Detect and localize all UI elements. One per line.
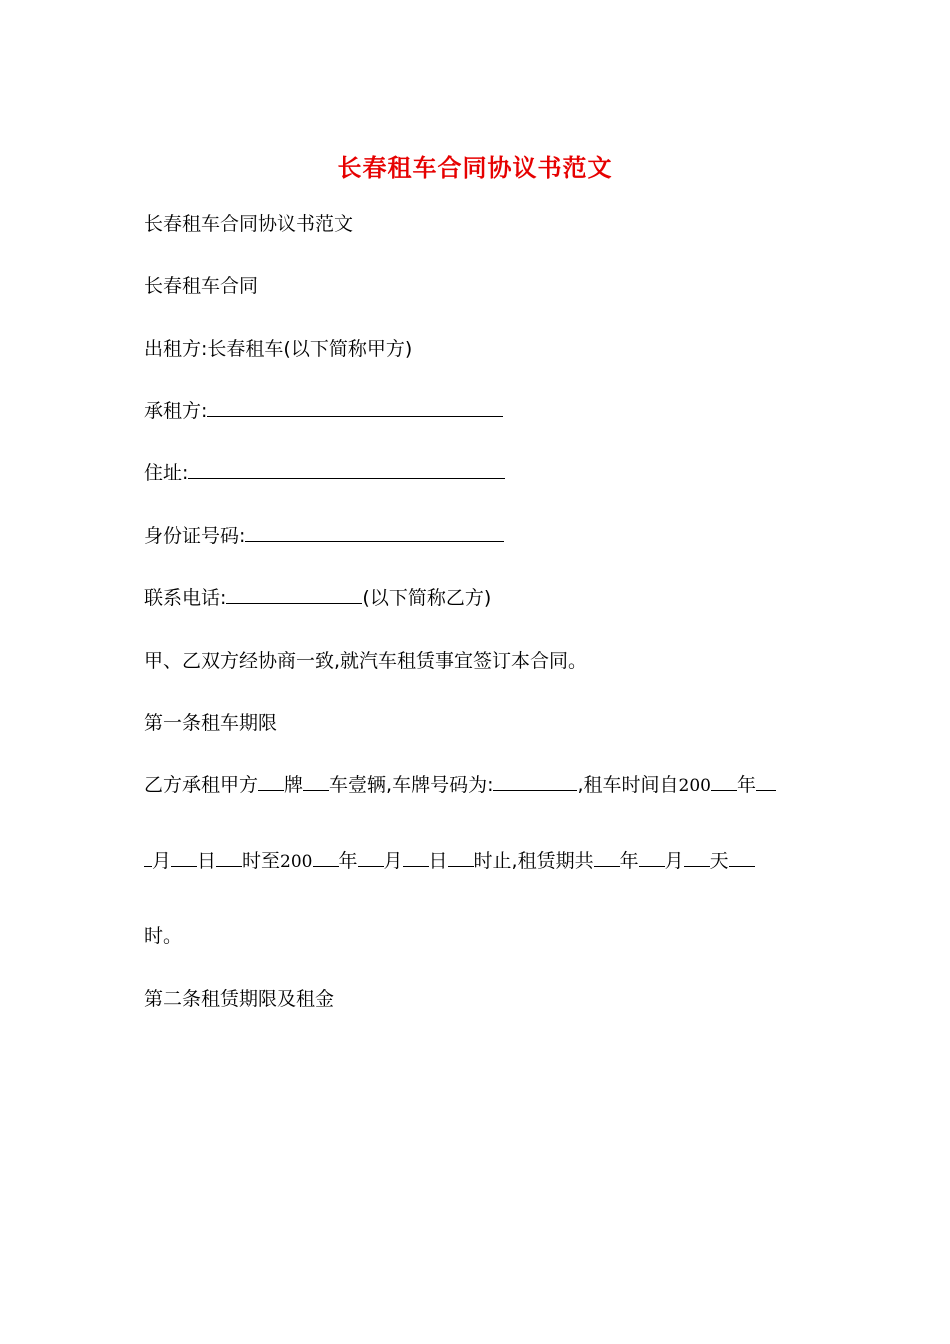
article1-text: 天 [709, 850, 729, 872]
article1-text: 时至 [242, 850, 281, 872]
article1-text: 月 [152, 850, 172, 872]
article1-text: 月 [664, 850, 684, 872]
article1-text: 年 [736, 774, 756, 796]
article1-title: 第一条租车期限 [144, 712, 278, 734]
article1-text: 月 [383, 850, 403, 872]
lessor-value: 长春租车(以下简称甲方) [207, 338, 413, 360]
phone-line [144, 585, 491, 611]
lessee-label: 承租方: [144, 400, 208, 422]
id-line [144, 523, 504, 549]
article2-title: 第二条租赁期限及租金 [144, 988, 335, 1010]
article1-text: 日 [197, 850, 217, 872]
year-prefix: 200 [280, 852, 313, 872]
start-year-blank[interactable] [711, 772, 737, 791]
document-subtitle: 长春租车合同协议书范文 [144, 213, 354, 235]
article1-line3: 时。 [144, 925, 183, 947]
article1-text: 车壹辆,车牌号码为: [329, 774, 494, 796]
year-prefix: 200 [678, 776, 711, 796]
plate-blank[interactable] [493, 772, 577, 791]
id-label: 身份证号码: [144, 525, 246, 547]
article1-text: 牌 [284, 774, 304, 796]
model-blank[interactable] [303, 772, 329, 791]
period-day-blank[interactable] [684, 848, 710, 867]
contract-name: 长春租车合同 [144, 275, 259, 297]
phone-label: 联系电话: [144, 587, 227, 609]
end-hour-blank[interactable] [448, 848, 474, 867]
period-hour-blank[interactable] [729, 848, 755, 867]
article1-line1 [144, 772, 776, 799]
lessee-blank[interactable] [207, 398, 503, 417]
end-day-blank[interactable] [403, 848, 429, 867]
id-blank[interactable] [245, 523, 504, 542]
phone-blank[interactable] [226, 585, 362, 604]
end-year-blank[interactable] [313, 848, 339, 867]
start-day-blank[interactable] [171, 848, 197, 867]
phone-suffix: (以下简称乙方) [362, 587, 492, 609]
article1-text: 时止,租赁期共 [473, 850, 594, 872]
start-month-blank[interactable] [756, 772, 776, 791]
address-label: 住址: [144, 462, 189, 484]
period-month-blank[interactable] [639, 848, 665, 867]
document-title: 长春租车合同协议书范文 [337, 153, 613, 182]
lessor-line [144, 336, 412, 362]
lessor-label: 出租方: [144, 338, 208, 360]
agreement-line: 甲、乙双方经协商一致,就汽车租赁事宜签订本合同。 [144, 650, 588, 672]
article1-text: ,租车时间自 [577, 774, 679, 796]
article1-text: 日 [428, 850, 448, 872]
start-month-blank-cont[interactable] [144, 848, 152, 867]
address-blank[interactable] [188, 460, 505, 479]
article1-line2 [144, 848, 755, 875]
article1-text: 年 [338, 850, 358, 872]
address-line [144, 460, 505, 486]
lessee-line [144, 398, 503, 424]
start-hour-blank[interactable] [216, 848, 242, 867]
article1-text: 乙方承租甲方 [144, 774, 259, 796]
brand-blank[interactable] [258, 772, 284, 791]
period-year-blank[interactable] [594, 848, 620, 867]
article1-text: 年 [619, 850, 639, 872]
end-month-blank[interactable] [358, 848, 384, 867]
